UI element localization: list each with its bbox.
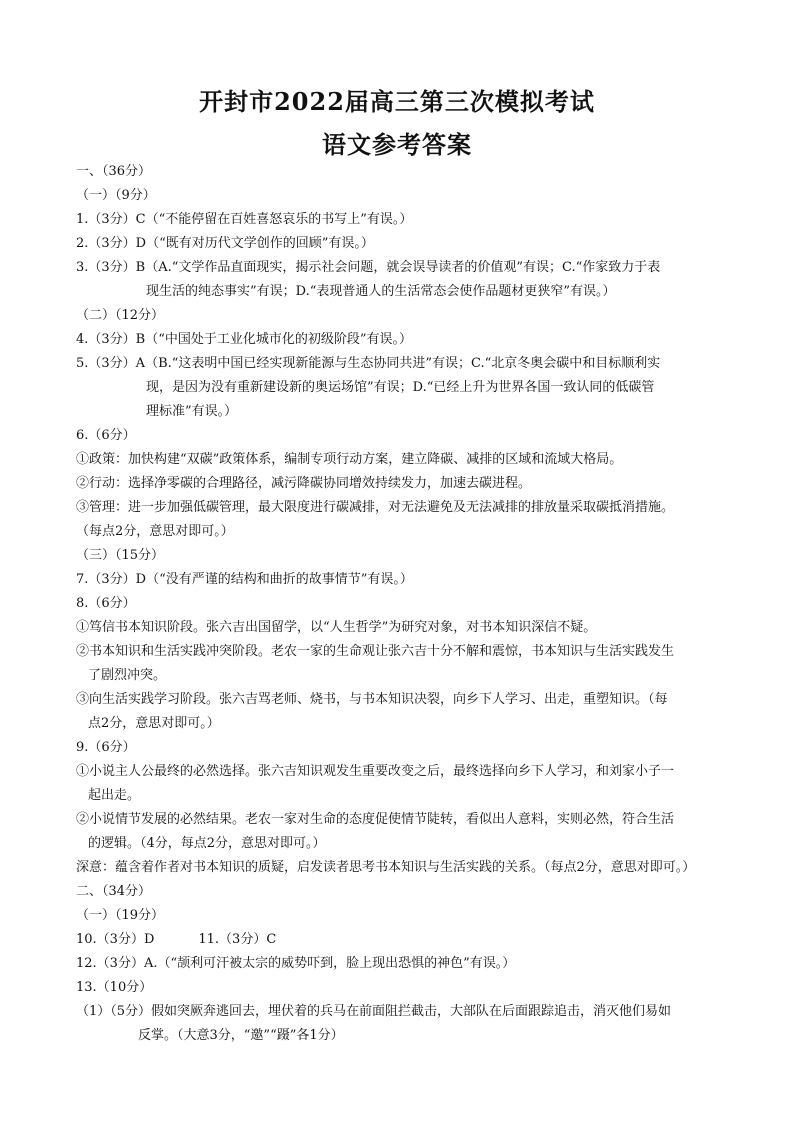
answer-point-continued: 起出走。 (88, 788, 141, 803)
question-heading: 9.（6分） (76, 740, 136, 755)
answer-10: 10.（3分）D (76, 932, 155, 947)
question-heading: 13.（10分） (76, 980, 153, 995)
answer-line: 12.（3分）A.（“颉利可汗被太宗的威势吓到，脸上现出恐惧的神色”有误。） (76, 956, 516, 971)
answer-point: ③管理：进一步加强低碳管理，最大限度进行碳减排，对无法避免及无法减排的排放量采取碳抵消措施。 (76, 500, 675, 515)
answer-line: 1.（3分）C（“不能停留在百姓喜怒哀乐的书写上”有误。） (76, 212, 413, 227)
subsection-heading: （一）（9分） (76, 188, 156, 203)
answer-line: 4.（3分）B（“中国处于工业化城市化的初级阶段”有误。） (76, 332, 413, 347)
answer-line: 2.（3分）D（“既有对历代文学创作的回顾”有误。） (76, 236, 374, 251)
answer-point: ②行动：选择净零碳的合理路径，减污降碳协同增效持续发力，加速去碳进程。 (76, 476, 532, 491)
subsection-heading: （一）（19分） (76, 908, 165, 923)
answer-point: ①小说主人公最终的必然选择。张六吉知识观发生重要改变之后，最终选择向乡下人学习，和刘家小子一 (76, 764, 675, 779)
answer-line: 5.（3分）A（B.“这表明中国已经实现新能源与生态协同共进”有误；C.“北京冬奥会碳中和目标顺利实 (76, 356, 661, 371)
answer-point: ①政策：加快构建“双碳”政策体系，编制专项行动方案，建立降碳、减排的区域和流域大格局。 (76, 452, 623, 467)
subsection-heading: （三）（15分） (76, 548, 165, 563)
answer-point: ②小说情节发展的必然结果。老农一家对生命的态度促使情节陡转，看似出人意料，实则必然，符合生活 (76, 812, 675, 827)
answer-point-continued: 了剧烈冲突。 (88, 668, 167, 683)
answer-line: 3.（3分）B（A.“文学作品直面现实，揭示社会问题，就会误导读者的价值观”有误；C.“作家致力于表 (76, 260, 661, 275)
answer-line-continued: 反掌。（大意3分，“邀”“蹑”各1分） (138, 1028, 344, 1043)
answer-line: 7.（3分）D（“没有严谨的结构和曲折的故事情节”有误。） (76, 572, 413, 587)
answer-11: 11.（3分）C (198, 932, 277, 947)
page-subtitle: 语文参考答案 (322, 130, 472, 159)
answer-pair (76, 928, 726, 952)
answer-point-continued: 的逻辑。（4分，每点2分，意思对即可。） (88, 836, 326, 851)
subsection-heading: （二）（12分） (76, 308, 165, 323)
answer-point: ①笃信书本知识阶段。张六吉出国留学，以“人生哲学”为研究对象，对书本知识深信不疑。 (76, 620, 597, 635)
page-title: 开封市2022届高三第三次模拟考试 (199, 87, 595, 116)
section-heading: 二、（34分） (76, 884, 152, 899)
answer-line-continued: 理标准”有误。） (146, 404, 238, 419)
section-heading: 一、（36分） (76, 164, 152, 179)
answer-line-continued: 现生活的纯态事实”有误；D.“表现普通人的生活常态会使作品题材更狭窄”有误。） (146, 284, 616, 299)
answer-line: （1）（5分）假如突厥奔逃回去，埋伏着的兵马在前面阻拦截击，大部队在后面跟踪追击，消灭他们易如 (76, 1004, 672, 1019)
answer-point: ③向生活实践学习阶段。张六吉骂老师、烧书，与书本知识决裂，向乡下人学习、出走，重塑知识。（每 (76, 692, 668, 707)
scoring-note: （每点2分，意思对即可。） (76, 524, 234, 539)
answer-body (76, 160, 726, 1048)
answer-point-continued: 点2分，意思对即可。） (88, 716, 220, 731)
answer-line-continued: 现，是因为没有重新建设新的奥运场馆”有误；D.“已经上升为世界各国一致认同的低碳管 (146, 380, 655, 395)
question-heading: 8.（6分） (76, 596, 136, 611)
question-heading: 6.（6分） (76, 428, 136, 443)
answer-point: 深意：蕴含着作者对书本知识的质疑，启发读者思考书本知识与生活实践的关系。（每点2分，意思对即可。） (76, 860, 696, 875)
answer-point: ②书本知识和生活实践冲突阶段。老农一家的生命观让张六吉十分不解和震惊，书本知识与生活实践发生 (76, 644, 675, 659)
